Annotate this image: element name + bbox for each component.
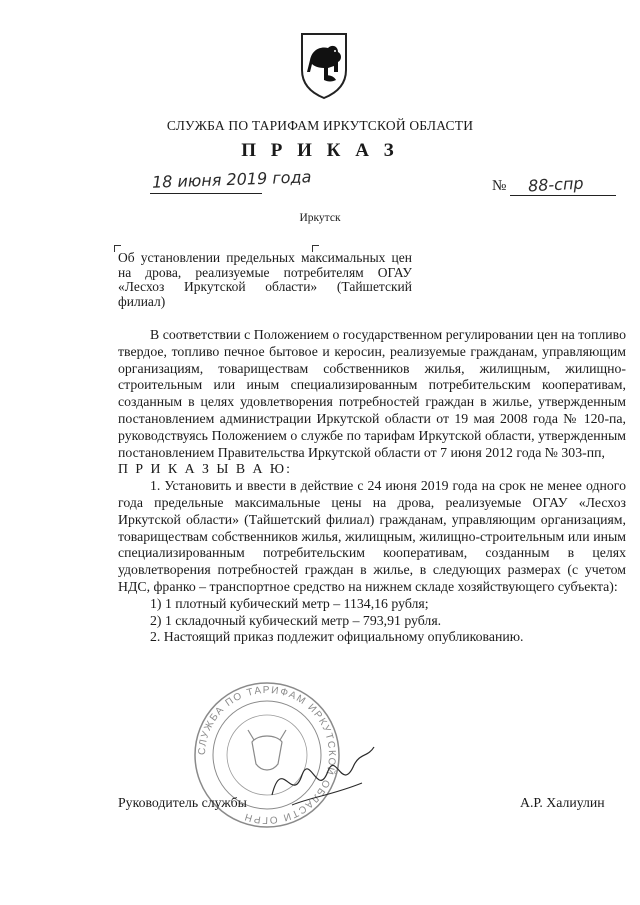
organization-name: СЛУЖБА ПО ТАРИФАМ ИРКУТСКОЙ ОБЛАСТИ bbox=[166, 118, 474, 133]
stamp-ring-text: СЛУЖБА ПО ТАРИФАМ ИРКУТСКОЙ ОБЛАСТИ ОГРН bbox=[196, 684, 338, 826]
point-1: 1. Установить и ввести в действие с 24 июня 2019 года на срок не менее одного года предельные максимальные цены на дрова, реализуемые ОГАУ «Лесхоз Иркутской области» (Тайшетский филиал) гражданам, управляющим организациям, товариществам собственников жилья, жилищным, жилищно-строительным или иным специализированным потребительским кооперативам, созданным в целях удовлетворения потребностей граждан в жилье, в следующих размерах (с учетом НДС, франко – транспортное средство на нижнем складе хозяйствующего субъекта): bbox=[118, 478, 626, 594]
signatory-name: А.Р. Халиулин bbox=[520, 795, 605, 810]
signatory-position: Руководитель службы bbox=[118, 795, 247, 810]
date-underline bbox=[150, 193, 262, 194]
preamble: В соответствии с Положением о государственном регулировании цен на топливо твердое, топливо печное бытовое и керосин, реализуемые гражданам, управляющим организациям, товариществам собственников жилья, жилищным, жилищно-строительным или иным специализированным потребительским кооперативам, созданным в целях удовлетворения потребностей граждан в жилье, утвержденным постановлением администрации Иркутской области от 19 мая 2008 года № 120-па, руководствуясь Положением о службе по тарифам Иркутской области, утвержденным постановлением Правительства Иркутской области от 7 июня 2012 года № 303-пп, bbox=[118, 327, 626, 460]
decree-word: П Р И К А З Ы В А Ю: bbox=[118, 461, 292, 477]
number-label: № bbox=[492, 178, 507, 194]
coat-of-arms-icon bbox=[298, 30, 350, 100]
point-2: 2. Настоящий приказ подлежит официальному опубликованию. bbox=[150, 629, 524, 645]
city-name: Иркутск bbox=[299, 212, 341, 224]
handwritten-signature bbox=[262, 735, 382, 815]
price-item-2: 2) 1 складочный кубический метр – 793,91 рубля. bbox=[150, 612, 442, 628]
order-date: 18 июня 2019 года bbox=[151, 167, 312, 192]
order-number: 88-спр bbox=[527, 173, 585, 196]
document-type: П Р И К А З bbox=[241, 140, 399, 161]
order-subject: Об установлении предельных максимальных цен на дрова, реализуемые потребителям ОГАУ «Лесхоз Иркутской области» (Тайшетский филиал) bbox=[118, 250, 412, 309]
price-item-1: 1) 1 плотный кубический метр – 1134,16 рубля; bbox=[150, 595, 429, 611]
order-body bbox=[118, 327, 626, 646]
number-underline bbox=[510, 195, 616, 196]
